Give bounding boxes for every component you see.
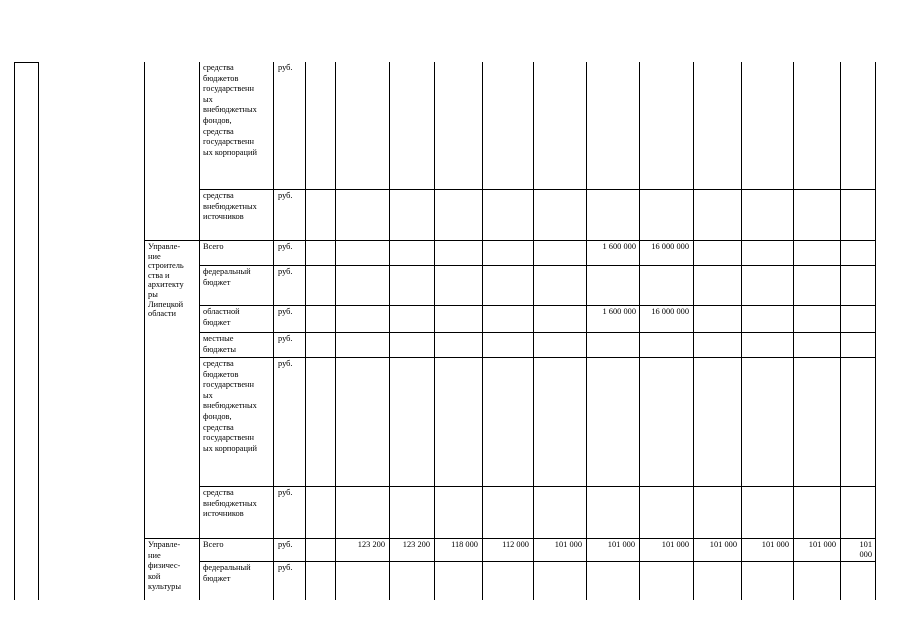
b1-row2-source: средства внебюджетных источников — [203, 191, 257, 222]
b2-row-regional-val7: 1 600 000 — [602, 307, 636, 316]
row-line-b3-r1 — [199, 561, 876, 562]
b2-row-regional-source: областной бюджет — [203, 307, 240, 327]
b2-row-total-source: Всего — [203, 242, 224, 251]
table-col-line-14 — [840, 62, 841, 600]
table-col-line-3 — [305, 62, 306, 600]
b3-row-federal-source: федеральный бюджет — [203, 563, 251, 583]
b3-row-total-val9: 101 000 — [709, 540, 737, 549]
b2-row-local-source: местные бюджеты — [203, 334, 237, 354]
b3-executor: Управле- ние физичес- кой культуры — [148, 540, 181, 592]
b1-row1-source: средства бюджетов государственн ых внебюджетных фондов, средства государственн ых корпораций — [203, 63, 257, 157]
b3-row-total-val3: 123 200 — [402, 540, 430, 549]
b2-row-total-val7: 1 600 000 — [602, 242, 636, 251]
b2-row-funds-unit: руб. — [278, 359, 293, 368]
table-col-line-13 — [793, 62, 794, 600]
b3-row-total-val6: 101 000 — [554, 540, 582, 549]
b3-row-total-val4: 118 000 — [451, 540, 478, 549]
b3-row-total-val5: 112 000 — [502, 540, 529, 549]
b3-row-total-val2: 123 200 — [357, 540, 385, 549]
table-col-line-6 — [434, 62, 435, 600]
b2-row-funds-source: средства бюджетов государственн ых внебюджетных фондов, средства государственн ых корпораций — [203, 359, 257, 453]
b1-row1-unit: руб. — [278, 63, 293, 72]
row-line-b2-r4 — [199, 357, 876, 358]
row-line-b2-r5 — [199, 486, 876, 487]
row-line-b2-r3 — [199, 332, 876, 333]
b2-row-federal-source: федеральный бюджет — [203, 267, 251, 287]
table-col-line-1 — [199, 62, 200, 600]
b2-row-local-unit: руб. — [278, 334, 293, 343]
left-box-right — [38, 62, 39, 600]
table-col-line-7 — [482, 62, 483, 600]
b3-row-federal-unit: руб. — [278, 563, 293, 572]
left-box-left — [14, 62, 15, 600]
table-col-line-12 — [741, 62, 742, 600]
table-col-line-10 — [639, 62, 640, 600]
b2-row-regional-unit: руб. — [278, 307, 293, 316]
b3-row-total-val12: 101 000 — [859, 540, 872, 559]
table-col-line-0 — [144, 62, 145, 600]
b2-row-federal-unit: руб. — [278, 267, 293, 276]
table-col-line-15 — [875, 62, 876, 600]
table-col-line-8 — [533, 62, 534, 600]
table-col-line-9 — [586, 62, 587, 600]
table-col-line-4 — [335, 62, 336, 600]
b3-row-total-val7: 101 000 — [607, 540, 635, 549]
b3-row-total-source: Всего — [203, 540, 224, 549]
b2-row-extra-source: средства внебюджетных источников — [203, 488, 257, 519]
b3-row-total-val11: 101 000 — [808, 540, 836, 549]
row-line-block3-top — [144, 538, 876, 539]
b2-executor: Управле- ние строитель ства и архитекту ры Липецкой области — [148, 242, 184, 319]
table-col-line-11 — [693, 62, 694, 600]
table-col-line-5 — [389, 62, 390, 600]
left-box-top — [14, 62, 38, 63]
b2-row-extra-unit: руб. — [278, 488, 293, 497]
b3-row-total-unit: руб. — [278, 540, 293, 549]
table-col-line-2 — [273, 62, 274, 600]
b2-row-regional-val8: 16 000 000 — [651, 307, 689, 316]
b1-row2-unit: руб. — [278, 191, 293, 200]
b2-row-total-unit: руб. — [278, 242, 293, 251]
row-line-b2-r1 — [199, 265, 876, 266]
row-line-block2-top — [144, 240, 876, 241]
row-line-b2-r2 — [199, 305, 876, 306]
b3-row-total-val8: 101 000 — [661, 540, 689, 549]
b2-row-total-val8: 16 000 000 — [651, 242, 689, 251]
b3-row-total-val10: 101 000 — [761, 540, 789, 549]
row-line-b1-r1 — [199, 189, 876, 190]
